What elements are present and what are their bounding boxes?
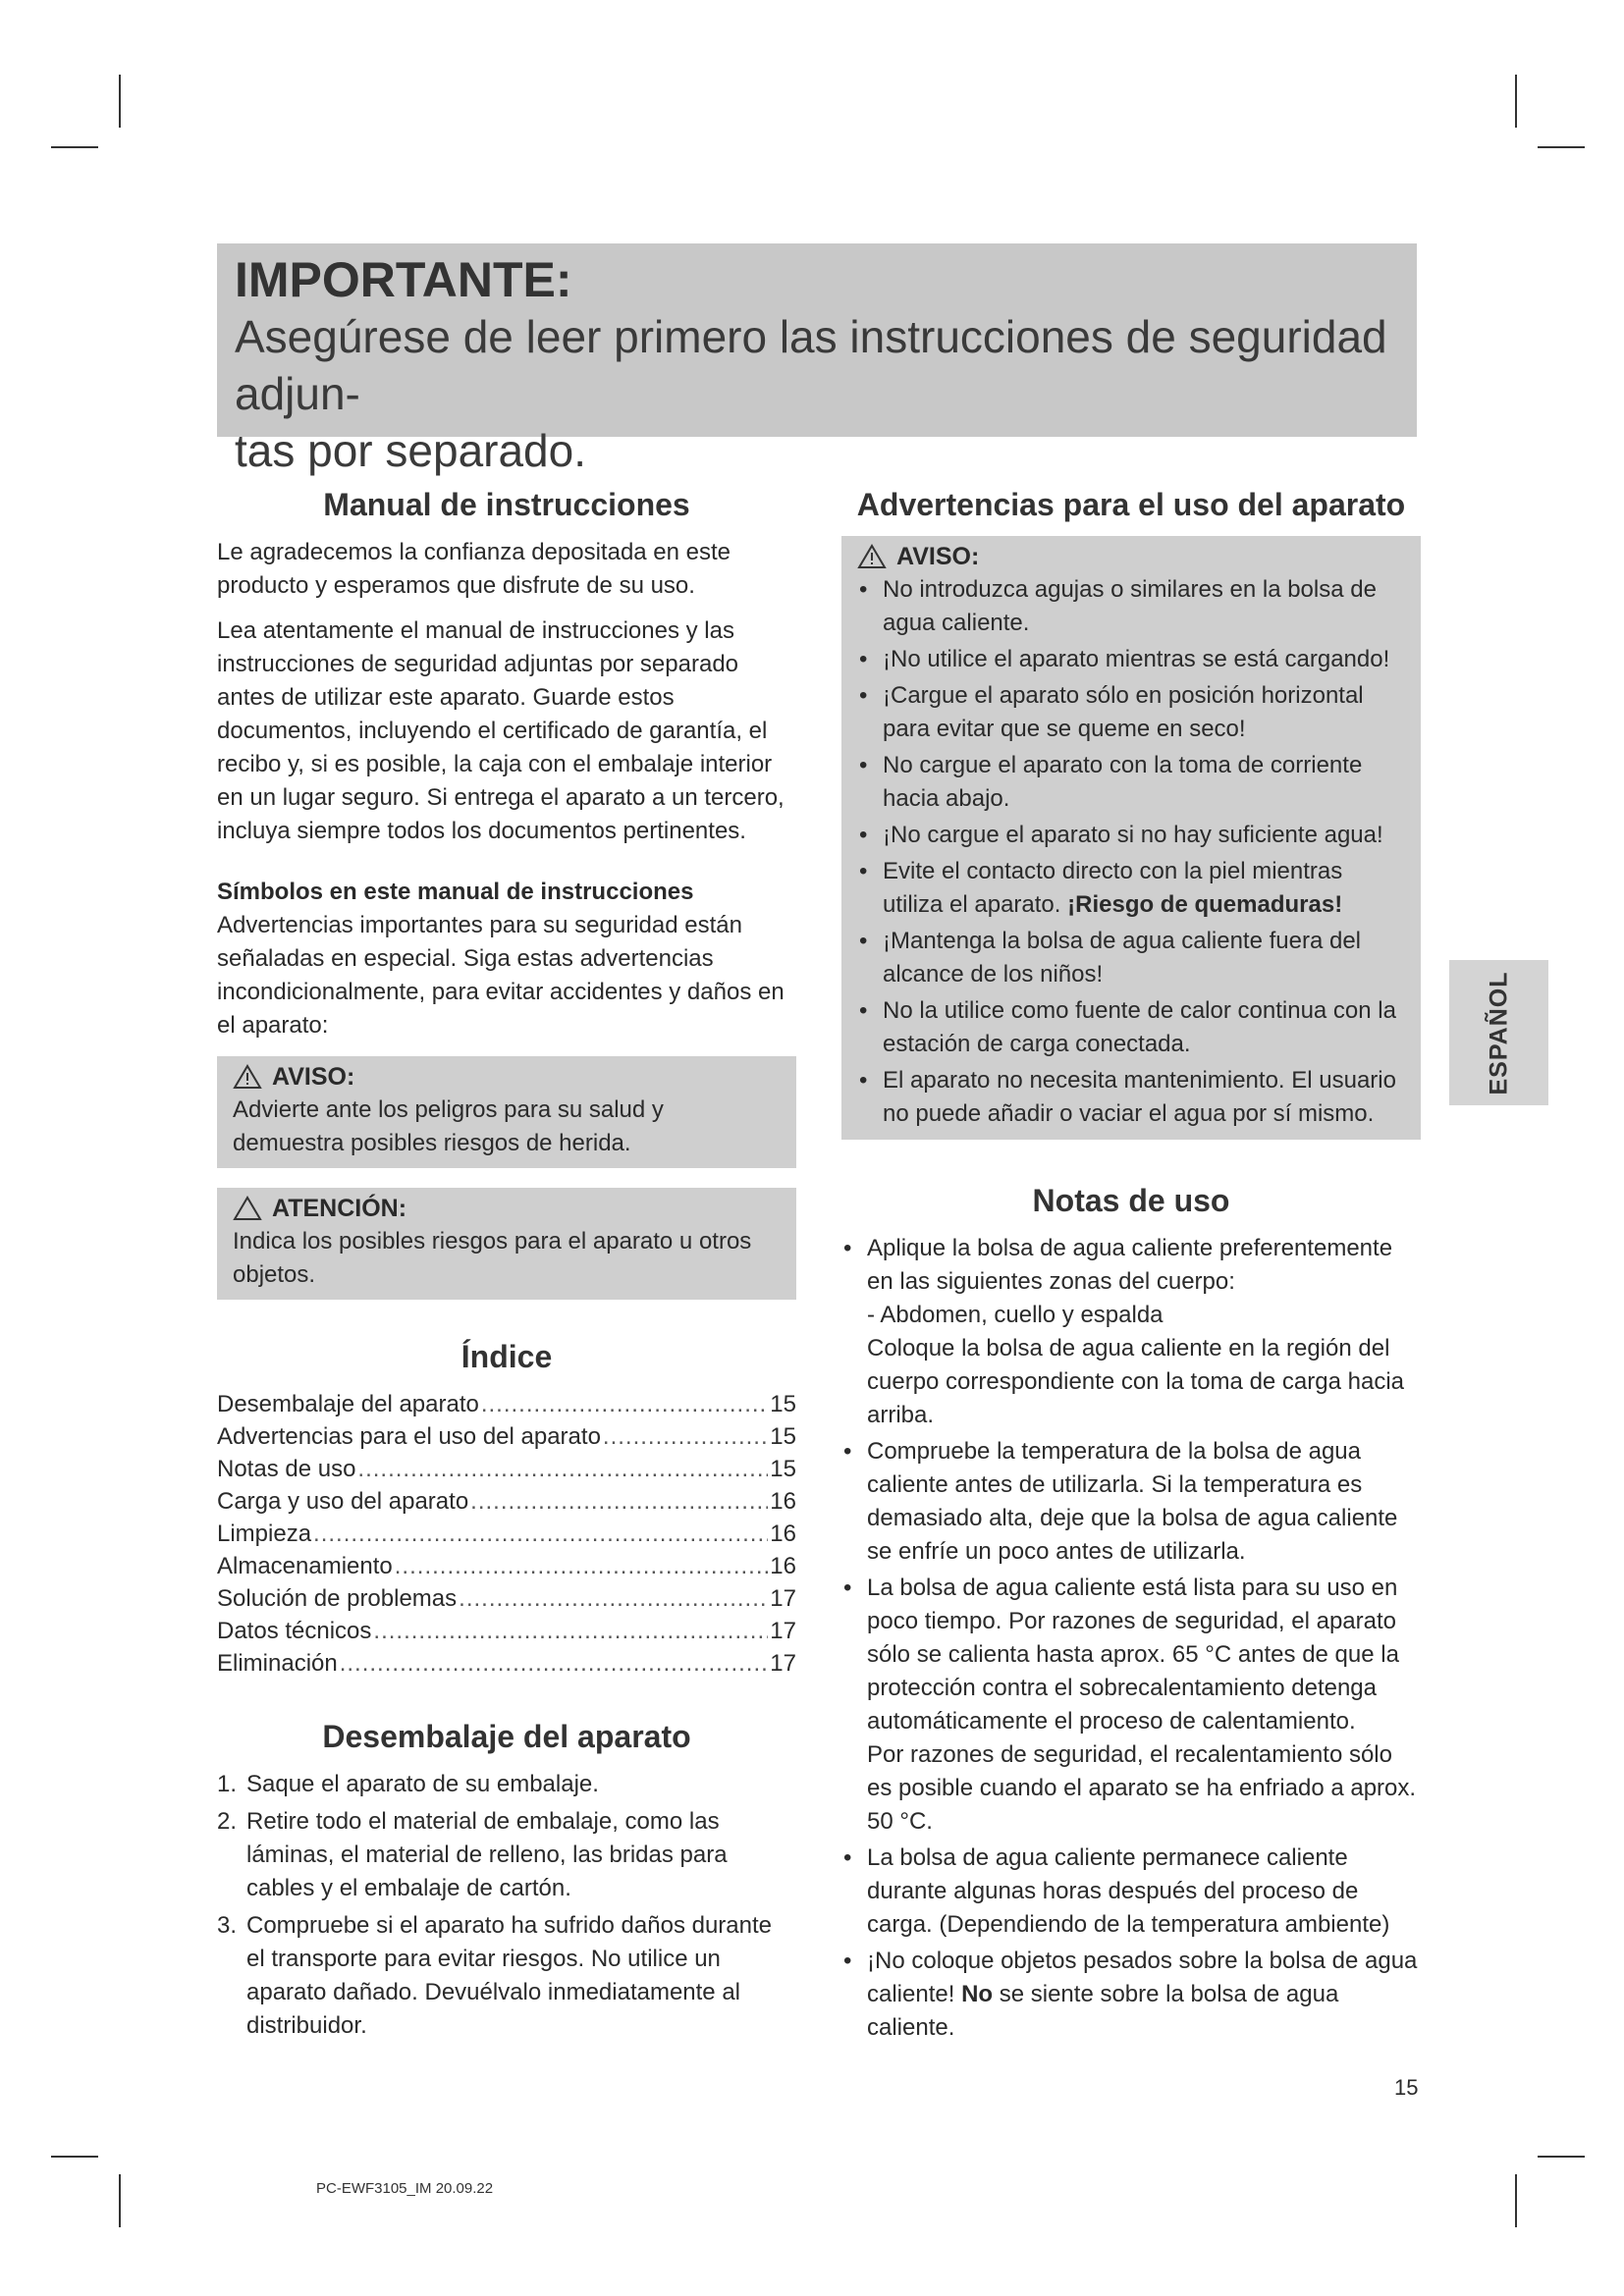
aviso-heading (233, 1060, 781, 1094)
warning-text: ¡Mantenga la bolsa de agua caliente fuera del alcance de los niños! (883, 928, 1362, 988)
index-entry-label: Carga y uso del aparato (217, 1488, 469, 1515)
warning-text: ¡No utilice el aparato mientras se está cargando! (883, 646, 1390, 672)
atencion-heading (233, 1192, 781, 1225)
index-entry-label: Desembalaje del aparato (217, 1391, 479, 1417)
banner-line-1: Asegúrese de leer primero las instrucciones de seguridad adjun- (235, 311, 1387, 419)
notas-item-1: Aplique la bolsa de agua caliente preferentemente en las siguientes zonas del cuerpo: (867, 1235, 1393, 1295)
list-item (217, 1805, 796, 1905)
step-number: 2. (217, 1808, 238, 1835)
list-item: • ¡Cargue el aparato sólo en posición horizontal para evitar que se queme en seco! (859, 682, 1364, 742)
index-entry-page: 16 (770, 1553, 796, 1579)
right-column (841, 483, 1421, 2048)
warning-triangle-icon (233, 1064, 262, 1090)
notas-item-5-b: se siente sobre la bolsa de agua caliente. (867, 1981, 1339, 2041)
advertencias-title: Advertencias para el uso del aparato (856, 487, 1406, 522)
crop-mark (51, 2156, 98, 2158)
crop-mark (119, 75, 121, 128)
list-item: • ¡Mantenga la bolsa de agua caliente fuera del alcance de los niños! (859, 928, 1362, 988)
index-entry-label: Limpieza (217, 1521, 312, 1547)
list-item: • ¡No cargue el aparato si no hay suficiente agua! (859, 822, 1383, 848)
index-entry (217, 1550, 796, 1582)
notas-item-5-no: No (961, 1981, 994, 2007)
notas-item-3: La bolsa de agua caliente está lista para su uso en poco tiempo. Por razones de seguridad, el aparato sólo se calienta hasta aprox. 65 °C antes de que la protección contra el sobrecalentamiento detenga automáticamente el proceso de calentamiento. (867, 1575, 1399, 1735)
step-text: Retire todo el material de embalaje, como las láminas, el material de relleno, las bridas para cables y el embalaje de cartón. (246, 1808, 728, 1901)
notas-item-2: Compruebe la temperatura de la bolsa de agua caliente antes de utilizarla. Si la temperatura es demasiado alta, deje que la bolsa de agua caliente se enfríe un poco antes de utilizarla. (867, 1438, 1398, 1565)
aviso-text: Advierte ante los peligros para su salud y demuestra posibles riesgos de herida. (233, 1096, 664, 1156)
atencion-box (217, 1188, 796, 1300)
manual-body: Lea atentamente el manual de instrucciones y las instrucciones de seguridad adjuntas por separado antes de utilizar este aparato. Guarde estos documentos, incluyendo el certificado de garantía, el recibo y, si es posible, la caja con el embalaje interior en un lugar seguro. Si entrega el aparato a un tercero, incluya siempre todos los documentos pertinentes. (217, 617, 785, 844)
symbols-title: Símbolos en este manual de instrucciones (217, 879, 694, 905)
index-entry (217, 1647, 796, 1680)
notas-item-4: La bolsa de agua caliente permanece caliente durante algunas horas después del proceso de carga. (Dependiendo de la temperatura ambiente) (867, 1844, 1390, 1938)
list-item (217, 1768, 796, 1801)
index-entry (217, 1388, 796, 1420)
index-entry-page: 17 (770, 1618, 796, 1644)
language-tab (1449, 960, 1548, 1105)
index-leader (313, 1518, 768, 1551)
crop-mark (51, 146, 98, 148)
index-leader (603, 1420, 768, 1454)
left-column (217, 483, 796, 2047)
index-entry-page: 15 (770, 1423, 796, 1450)
index-list (217, 1388, 796, 1680)
index-entry-page: 17 (770, 1585, 796, 1612)
atencion-text: Indica los posibles riesgos para el aparato u otros objetos. (233, 1228, 752, 1288)
index-entry (217, 1485, 796, 1518)
crop-mark (1515, 75, 1517, 128)
notas-item-1-extra: Coloque la bolsa de agua caliente en la región del cuerpo correspondiente con la toma de carga hacia arriba. (867, 1335, 1405, 1428)
crop-mark (1538, 2156, 1585, 2158)
banner-title: IMPORTANTE: (235, 252, 572, 307)
index-entry-label: Almacenamiento (217, 1553, 393, 1579)
important-banner (217, 243, 1417, 476)
warning-text: No la utilice como fuente de calor continua con la estación de carga conectada. (883, 997, 1396, 1057)
index-entry-label: Solución de problemas (217, 1585, 458, 1612)
index-entry (217, 1420, 796, 1453)
index-entry-label: Advertencias para el uso del aparato (217, 1423, 601, 1450)
aviso-box (217, 1056, 796, 1168)
index-entry-page: 17 (770, 1650, 796, 1677)
step-text: Saque el aparato de su embalaje. (246, 1771, 599, 1797)
index-entry-page: 15 (770, 1456, 796, 1482)
step-text: Compruebe si el aparato ha sufrido daños durante el transporte para evitar riesgos. No utilice un aparato dañado. Devuélvalo inmediatamente al distribuidor. (246, 1912, 773, 2039)
page-number: 15 (1394, 2075, 1419, 2100)
list-item: • No introduzca agujas o similares en la bolsa de agua caliente. (859, 576, 1377, 636)
list-item: • Aplique la bolsa de agua caliente preferentemente en las siguientes zonas del cuerpo: - Abdomen, cuello y espalda Coloque la bolsa de agua caliente en la región del cuerpo correspondiente con la toma de carga hacia arriba. (841, 1232, 1421, 1432)
crop-mark (1538, 146, 1585, 148)
notas-item-1-sub: - Abdomen, cuello y espalda (867, 1302, 1164, 1328)
warning-text: No cargue el aparato con la toma de corriente hacia abajo. (883, 752, 1363, 812)
index-entry (217, 1518, 796, 1550)
notas-list (841, 1232, 1421, 2045)
warning-triangle-icon (857, 544, 887, 569)
crop-mark (119, 2174, 121, 2227)
warning-text: El aparato no necesita mantenimiento. El usuario no puede añadir o vaciar el agua por sí mismo. (883, 1067, 1396, 1127)
index-leader (481, 1388, 768, 1421)
symbols-text: Advertencias importantes para su seguridad están señaladas en especial. Siga estas advertencias incondicionalmente, para evitar accidentes y daños en el aparato: (217, 912, 785, 1039)
index-entry-page: 15 (770, 1391, 796, 1417)
index-leader (357, 1453, 768, 1486)
index-title: Índice (460, 1339, 553, 1374)
list-item: • La bolsa de agua caliente está lista para su uso en poco tiempo. Por razones de seguridad, el aparato sólo se calienta hasta aprox. 65 °C antes de que la protección contra el sobrecalentamiento detenga automáticamente el proceso de calentamiento. Por razones de seguridad, el recalentamiento sólo es posible cuando el aparato se ha enfriado a aprox. 50 °C. (841, 1572, 1421, 1839)
list-item: • Compruebe la temperatura de la bolsa de agua caliente antes de utilizarla. Si la temperatura es demasiado alta, deje que la bolsa de agua caliente se enfríe un poco antes de utilizarla. (841, 1435, 1421, 1569)
index-leader (470, 1485, 768, 1519)
manual-title: Manual de instrucciones (323, 487, 690, 522)
list-item: • Evite el contacto directo con la piel mientras utiliza el aparato. ¡Riesgo de quemaduras! (859, 858, 1343, 918)
desembalaje-steps (217, 1768, 796, 2043)
notas-item-3-extra: Por razones de seguridad, el recalentamiento sólo es posible cuando el aparato se ha enfriado a aprox. 50 °C. (867, 1741, 1417, 1835)
list-item: • La bolsa de agua caliente permanece caliente durante algunas horas después del proceso de carga. (Dependiendo de la temperatura ambiente) (841, 1842, 1421, 1942)
warning-list (857, 573, 1405, 1131)
index-entry-page: 16 (770, 1521, 796, 1547)
desembalaje-title: Desembalaje del aparato (322, 1719, 691, 1754)
list-item: • ¡No coloque objetos pesados sobre la bolsa de agua caliente! No se siente sobre la bolsa de agua caliente. (843, 1948, 1418, 2041)
index-entry-label: Datos técnicos (217, 1618, 372, 1644)
notas-title: Notas de uso (1032, 1183, 1230, 1218)
advertencias-aviso-label: AVISO: (896, 543, 980, 570)
list-item: • El aparato no necesita mantenimiento. El usuario no puede añadir o vaciar el agua por sí mismo. (859, 1067, 1396, 1127)
aviso-label: AVISO: (272, 1063, 355, 1091)
index-entry (217, 1453, 796, 1485)
manual-intro: Le agradecemos la confianza depositada en este producto y esperamos que disfrute de su uso. (217, 539, 731, 599)
language-tab-label: ESPAÑOL (1485, 971, 1512, 1095)
list-item (217, 1909, 796, 2043)
burn-risk-text: ¡Riesgo de quemaduras! (1067, 891, 1343, 918)
crop-mark (1515, 2174, 1517, 2227)
index-leader (395, 1550, 769, 1583)
advertencias-aviso-heading (857, 540, 1405, 573)
banner-line-2: tas por separado. (235, 425, 587, 476)
warning-text: Evite el contacto directo con la piel mientras utiliza el aparato. (883, 858, 1343, 918)
index-entry (217, 1615, 796, 1647)
list-item: • ¡No utilice el aparato mientras se está cargando! (859, 646, 1390, 672)
index-leader (459, 1582, 768, 1616)
warning-text: ¡No cargue el aparato si no hay suficiente agua! (883, 822, 1383, 848)
footer-code: PC-EWF3105_IM 20.09.22 (316, 2180, 494, 2197)
index-entry-label: Eliminación (217, 1650, 338, 1677)
advertencias-box (841, 536, 1421, 1140)
step-number: 1. (217, 1771, 238, 1797)
warning-text: ¡Cargue el aparato sólo en posición horizontal para evitar que se queme en seco! (883, 682, 1364, 742)
warning-text: No introduzca agujas o similares en la bolsa de agua caliente. (883, 576, 1377, 636)
index-entry-page: 16 (770, 1488, 796, 1515)
list-item: • No la utilice como fuente de calor continua con la estación de carga conectada. (859, 997, 1396, 1057)
list-item: • No cargue el aparato con la toma de corriente hacia abajo. (859, 752, 1363, 812)
step-number: 3. (217, 1912, 238, 1939)
index-leader (340, 1647, 769, 1681)
atencion-label: ATENCIÓN: (272, 1195, 407, 1222)
caution-triangle-icon (233, 1196, 262, 1221)
index-leader (373, 1615, 768, 1648)
index-entry-label: Notas de uso (217, 1456, 356, 1482)
notas-item-5-a: ¡No coloque objetos pesados sobre la bolsa de agua caliente! (867, 1948, 1418, 2007)
index-entry (217, 1582, 796, 1615)
